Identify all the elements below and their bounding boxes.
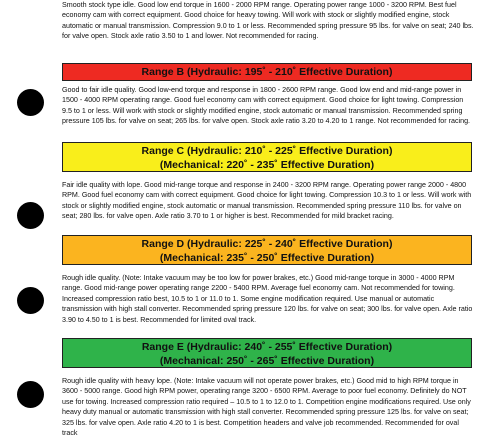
range-c-subtitle: (Mechanical: 220˚ - 235˚ Effective Duration) <box>159 159 375 171</box>
bullet-dot-icon <box>17 202 44 229</box>
range-d-title: Range D (Hydraulic: 225˚ - 240˚ Effective Duration) <box>141 238 393 250</box>
range-d-subtitle: (Mechanical: 235˚ - 250˚ Effective Duration) <box>159 252 375 264</box>
range-d-header <box>62 235 472 265</box>
range-e-header <box>62 338 472 368</box>
range-a-description: Smooth stock type idle. Good low end torque in 1600 - 2000 RPM range. Operating power range 1000 - 3200 RPM. Best fuel economy cam with correct equipment. Good choice for heavy towing. Will work with stock or slightly modified engine, stock automatic or manual transmission. Compression 9.0 to 1 or less. Recommended spring pressure 95 lbs. for valve on seat; 240 lbs. for valve open. Stock axle ratio 3.50 to 1 and lower. Not recommended for racing. <box>62 1 474 41</box>
range-b-description: Good to fair idle quality. Good low-end torque and response in 1800 - 2600 RPM range. Good low end and mid-range power in 1500 - 4000 RPM operating range. Good fuel economy cam with correct equipment. Good choice for light towing. Compression 9.5 to 1 or less. Will work with stock or slightly modified engine, stock automatic or manual transmission. Recommended spring pressure 105 lbs. for valve on seat; 265 lbs. for valve open. Stock axle ratio 3.20 to 4.20 to 1 range. Not recommended for racing. <box>62 86 471 126</box>
bullet-dot-icon <box>17 287 44 314</box>
range-e-title: Range E (Hydraulic: 240˚ - 255˚ Effective Duration) <box>141 341 393 353</box>
bullet-dot-icon <box>17 381 44 408</box>
range-b-title: Range B (Hydraulic: 195˚ - 210˚ Effective Duration) <box>141 66 393 78</box>
range-d-description: Rough idle quality. (Note: Intake vacuum may be too low for power brakes, etc.) Good mid-range torque in 3000 - 4000 RPM range. Good mid-range power operating range 2200 - 5400 RPM. Average fuel economy cam. Not recommended for towing. Increased compression ratio best, 10.5 to 1 or 11.0 to 1. Some engine modification required. Use manual or automatic transmission with high stall converter. Recommended spring pressure 120 lbs. for valve on seat; 300 lbs. for valve open. Axle ratio 3.90 to 4.50 to 1 is best. Recommended for limited oval track. <box>62 274 473 324</box>
range-b-header <box>62 63 472 81</box>
range-c-title: Range C (Hydraulic: 210˚ - 225˚ Effective Duration) <box>141 145 393 157</box>
range-c-description: Fair idle quality with lope. Good mid-range torque and response in 2400 - 3200 RPM range. Operating power range 2000 - 4800 RPM. Good fuel economy cam with correct equipment. Good choice for light towing. Compression 10.3 to 1 or less. Will work with stock or slightly modified engine, stock automatic or manual transmission. Recommended spring pressure 110 lbs. for valve on seat; 280 lbs. for valve open. Axle ratio 3.70 to 1 or higher is best. Recommended for mild bracket racing. <box>62 181 472 221</box>
range-c-header <box>62 142 472 172</box>
bullet-dot-icon <box>17 89 44 116</box>
range-e-description: Rough idle quality with heavy lope. (Note: Intake vacuum will not operate power brakes, etc.) Good mid to high RPM torque in 3600 - 5000 range. Good high RPM power, operating range 3200 - 6500 RPM. Average to poor fuel economy. Definitely do NOT use for towing. Increased compression ratio required – 10.5 to 1 to 12.0 to 1. Competition engine modifications required. Use only heavy duty manual or automatic transmission with high stall converter. Recommended spring pressure 125 lbs. for valve on seat; 325 lbs. for valve open. Axle ratio 4.20 to 1 is best. Competition headers and valve job recommended. Recommended for oval track <box>62 377 471 438</box>
range-e-subtitle: (Mechanical: 250˚ - 265˚ Effective Duration) <box>159 355 375 367</box>
